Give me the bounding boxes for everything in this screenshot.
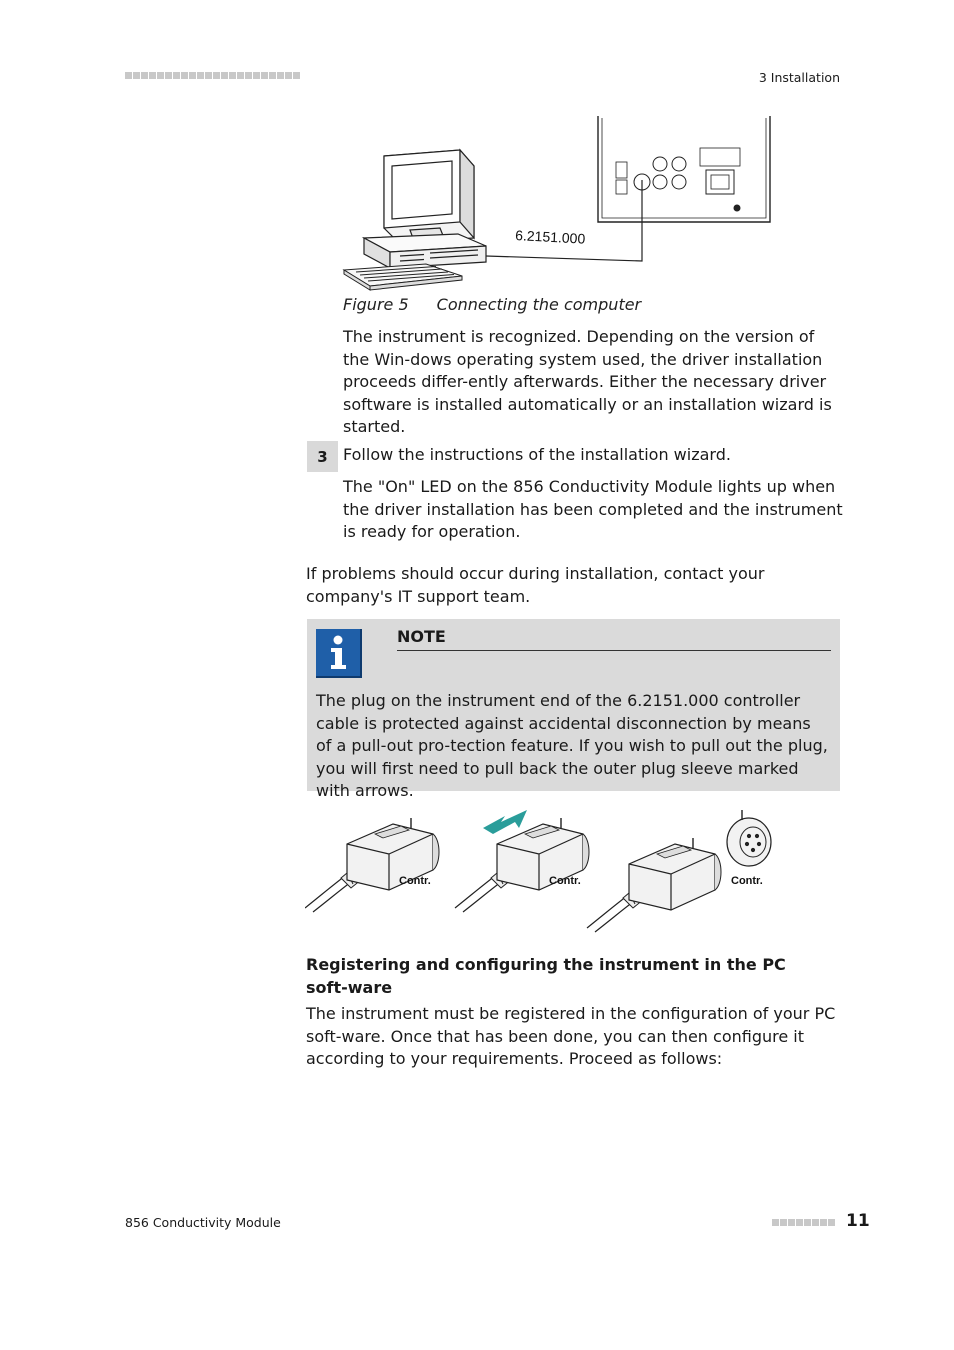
pc-base-illustration [364, 234, 486, 268]
note-divider [397, 650, 831, 651]
plug-illustrations [305, 800, 795, 940]
step-instruction: Follow the instructions of the installation wizard. [343, 445, 731, 464]
plug-label-1: Contr. [399, 875, 431, 887]
plug-label-3: Contr. [731, 875, 763, 887]
keyboard-illustration [344, 264, 462, 290]
figure-caption-text: Connecting the computer [436, 295, 642, 314]
figure-label: Figure 5 [343, 295, 409, 314]
cable-label: 6.2151.000 [514, 227, 586, 247]
figure-connecting-computer [340, 110, 780, 295]
footer-product-name: 856 Conductivity Module [125, 1215, 281, 1230]
pull-back-arrow-icon [483, 810, 527, 834]
plug-step-2 [455, 818, 589, 912]
section-heading: Registering and configuring the instrument in the PC soft-ware [306, 955, 786, 997]
info-icon [316, 629, 362, 678]
note-box [307, 619, 840, 800]
socket-icon [727, 810, 771, 866]
plug-step-1 [305, 818, 439, 912]
page-number: 11 [846, 1211, 870, 1231]
step-number: 3 [307, 441, 338, 472]
plug-step-3 [587, 838, 721, 932]
note-title: NOTE [397, 627, 446, 646]
paragraph-driver-installation: The instrument is recognized. Depending on the version of the Win-dows operating system used, the driver installation proceeds differ-ently afterwards. Either the necessary driver software is installed automatically or an installation wizard is started. [343, 327, 832, 436]
instrument-rear-panel [598, 116, 770, 222]
paragraph-it-support: If problems should occur during installation, contact your company's IT support team. [306, 564, 765, 606]
header-decoration [125, 72, 300, 80]
plug-label-2: Contr. [549, 875, 581, 887]
figure-caption [343, 295, 641, 314]
monitor-illustration [384, 150, 474, 242]
controller-cable [486, 180, 642, 261]
note-text: The plug on the instrument end of the 6.2151.000 controller cable is protected against accidental disconnection by means of a pull-out pro-tection feature. If you wish to pull out the plug, you will first need to pull back the outer plug sleeve marked with arrows. [316, 691, 828, 800]
footer-decoration [772, 1219, 835, 1226]
header-section-title: 3 Installation [758, 70, 840, 85]
paragraph-led-info: The "On" LED on the 856 Conductivity Module lights up when the driver installation has been completed and the instrument is ready for operation. [343, 477, 843, 541]
paragraph-register-instrument: The instrument must be registered in the configuration of your PC soft-ware. Once that has been done, you can then configure it according to your requirements. Proceed as follows: [306, 1004, 836, 1068]
